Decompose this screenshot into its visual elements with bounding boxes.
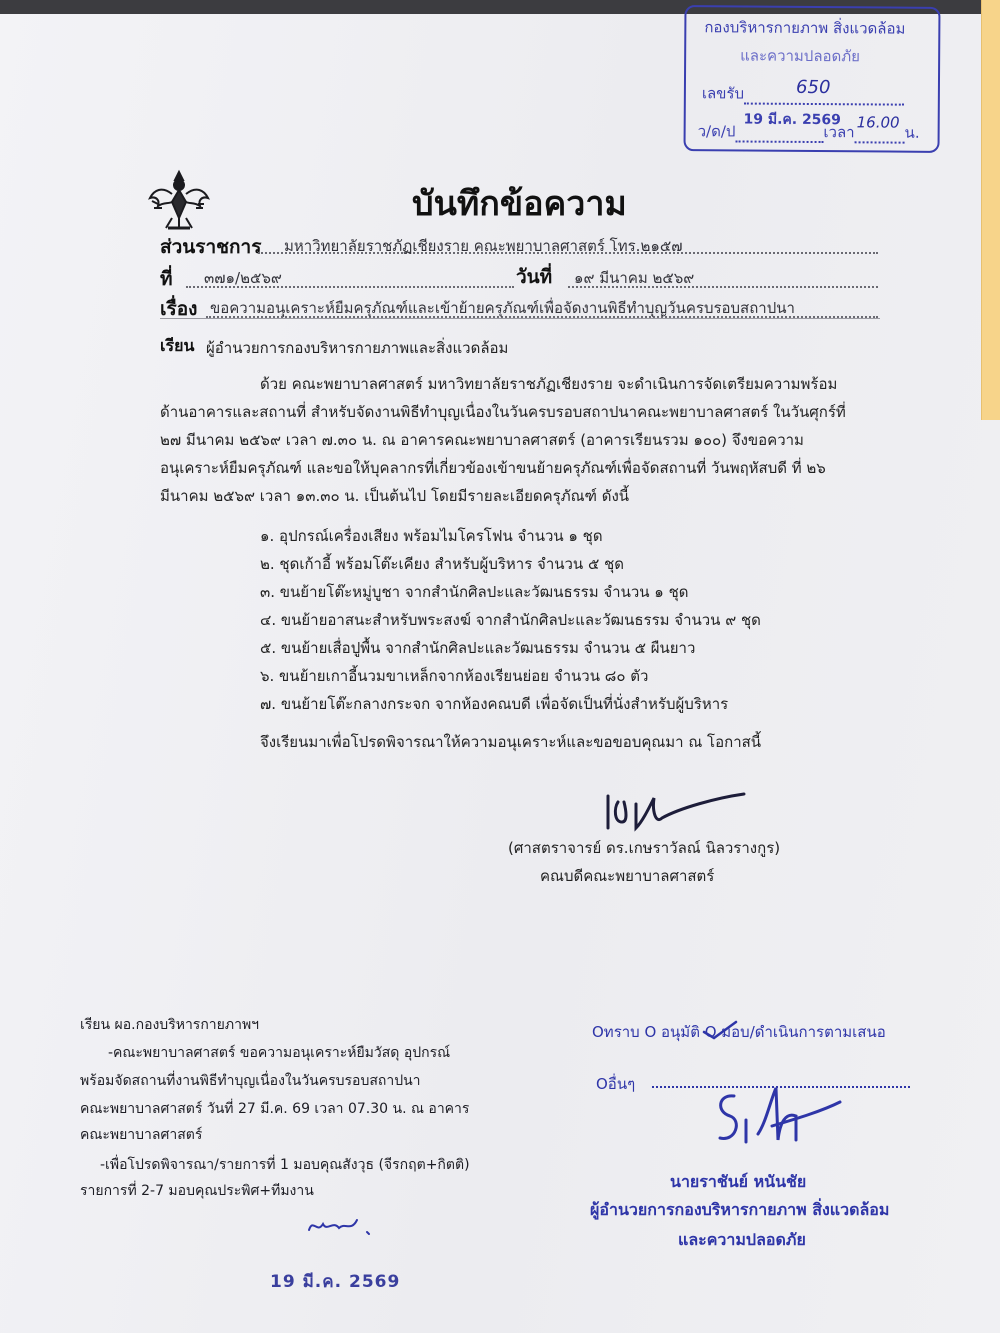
note-line-4: คณะพยาบาลศาสตร์ วันที่ 27 มี.ค. 69 เวลา 07.30 น. ณ อาคาร (80, 1101, 470, 1117)
body-line-4: อนุเคราะห์ยืมครุภัณฑ์ และขอให้บุคลากรที่เกี่ยวข้องเข้าขนย้ายครุภัณฑ์เพื่อจัดสถานที่ วันพฤหัสบดี ที่ ๒๖ (160, 459, 826, 477)
stamp-line-1: กองบริหารกายภาพ สิ่งแวดล้อม (704, 18, 906, 38)
director-signature (712, 1082, 846, 1154)
note-line-5: คณะพยาบาลศาสตร์ (80, 1127, 203, 1143)
list-item: ๕. ขนย้ายเสื่อปูพื้น จากสำนักศิลปะและวัฒนธรรม จำนวน ๕ ผืนยาว (260, 639, 696, 657)
signer-title: คณบดีคณะพยาบาลศาสตร์ (540, 867, 715, 885)
body-line-2: ด้านอาคารและสถานที่ สำหรับจัดงานพิธีทำบุญเนื่องในวันครบรอบสถาปนาคณะพยาบาลศาสตร์ ในวันศุกร์ที่ (160, 403, 846, 421)
stamp-time-unit: น. (904, 123, 920, 142)
stamp-receipt-row (701, 76, 904, 106)
stamp-line-2: และความปลอดภัย (740, 46, 861, 66)
staff-initials (305, 1210, 385, 1240)
list-item: ๖. ขนย้ายเกาอี้นวมขาเหล็กจากห้องเรียนย่อย จำนวน ๘๐ ตัว (260, 667, 649, 685)
decision-checkmark (700, 1018, 740, 1042)
receiving-stamp (683, 5, 940, 153)
director-title-line-1: ผู้อำนวยการกองบริหารกายภาพ สิ่งแวดล้อม (590, 1200, 890, 1219)
list-item: ๗. ขนย้ายโต๊ะกลางกระจก จากห้องคณบดี เพื่อจัดเป็นที่นั่งสำหรับผู้บริหาร (260, 695, 729, 713)
list-item: ๒. ชุดเก้าอี้ พร้อมโต๊ะเคียง สำหรับผู้บริหาร จำนวน ๕ ชุด (260, 555, 624, 573)
body-line-1: ด้วย คณะพยาบาลศาสตร์ มหาวิทยาลัยราชภัฏเชียงราย จะดำเนินการจัดเตรียมความพร้อม (260, 375, 838, 393)
stamp-date-row (697, 111, 920, 145)
note-date-stamp: 19 มี.ค. 2569 (270, 1272, 401, 1292)
stamp-date-value: 19 มี.ค. 2569 (743, 111, 842, 129)
stamp-time-value: 16.00 (856, 113, 900, 132)
subject-value: ขอความอนุเคราะห์ยืมครุภัณฑ์และเข้าย้ายครุภัณฑ์เพื่อจัดงานพิธีทำบุญวันครบรอบสถาปนา (210, 299, 795, 317)
department-value: มหาวิทยาลัยราชภัฏเชียงราย คณะพยาบาลศาสตร์ โทร.๒๑๕๗ (284, 237, 683, 255)
director-title-line-2: และความปลอดภัย (678, 1230, 806, 1249)
note-line-6: -เพื่อโปรดพิจารณา/รายการที่ 1 มอบคุณสังวุธ (จีรกฤต+กิตติ) (100, 1157, 470, 1173)
stamp-time-label: เวลา (823, 123, 855, 142)
body-line-3: ๒๗ มีนาคม ๒๕๖๙ เวลา ๗.๓๐ น. ณ อาคารคณะพยาบาลศาสตร์ (อาคารเรียนรวม ๑๐๐) จึงขอความ (160, 431, 804, 449)
garuda-emblem-icon (148, 168, 210, 232)
ref-value: ๓๗๑/๒๕๖๙ (204, 269, 282, 287)
ref-label: ที่ (160, 268, 173, 290)
note-line-7: รายการที่ 2-7 มอบคุณประพิศ+ทีมงาน (80, 1183, 314, 1199)
list-item: ๔. ขนย้ายอาสนะสำหรับพระสงฆ์ จากสำนักศิลปะและวัฒนธรรม จำนวน ๙ ชุด (260, 611, 761, 629)
decision-options: Oทราบ O อนุมัติ O มอบ/ดำเนินการตามเสนอ (592, 1023, 886, 1041)
memo-title: บันทึกข้อความ (412, 184, 627, 224)
note-line-1: เรียน ผอ.กองบริหารกายภาพฯ (80, 1017, 260, 1033)
background-strip (981, 0, 1000, 420)
list-item: ๓. ขนย้ายโต๊ะหมู่บูชา จากสำนักศิลปะและวัฒนธรรม จำนวน ๑ ชุด (260, 583, 689, 601)
stamp-date-label: ว/ด/ป (697, 122, 736, 141)
director-name: นายราชันย์ หนันชัย (670, 1172, 807, 1191)
stamp-receipt-dots (744, 76, 904, 106)
list-item: ๑. อุปกรณ์เครื่องเสียง พร้อมไมโครโฟน จำนวน ๑ ชุด (260, 527, 603, 545)
stamp-time-dots (855, 113, 905, 143)
stamp-receipt-label: เลขรับ (701, 84, 745, 103)
salutation-label: เรียน (160, 336, 195, 355)
date-label: วันที่ (516, 266, 553, 288)
signer-name: (ศาสตราจารย์ ดร.เกษราวัลณ์ นิลวรางกูร) (508, 839, 781, 857)
stamp-receipt-number: 650 (796, 76, 831, 99)
body-line-5: มีนาคม ๒๕๖๙ เวลา ๑๓.๓๐ น. เป็นต้นไป โดยมีรายละเอียดครุภัณฑ์ ดังนี้ (160, 487, 630, 505)
header-divider (160, 318, 880, 319)
department-label: ส่วนราชการ (160, 236, 262, 258)
note-line-2: -คณะพยาบาลศาสตร์ ขอความอนุเคราะห์ยืมวัสดุ อุปกรณ์ (108, 1045, 451, 1061)
subject-label: เรื่อง (160, 298, 198, 320)
decision-other-label: Oอื่นๆ (596, 1075, 636, 1093)
closing-line: จึงเรียนมาเพื่อโปรดพิจารณาให้ความอนุเคราะห์และขอขอบคุณมา ณ โอกาสนี้ (260, 733, 762, 751)
salutation-value: ผู้อำนวยการกองบริหารกายภาพและสิ่งแวดล้อม (206, 339, 509, 357)
note-line-3: พร้อมจัดสถานที่งานพิธีทำบุญเนื่องในวันครบรอบสถาปนา (80, 1073, 421, 1089)
date-value: ๑๙ มีนาคม ๒๕๖๙ (574, 269, 695, 287)
